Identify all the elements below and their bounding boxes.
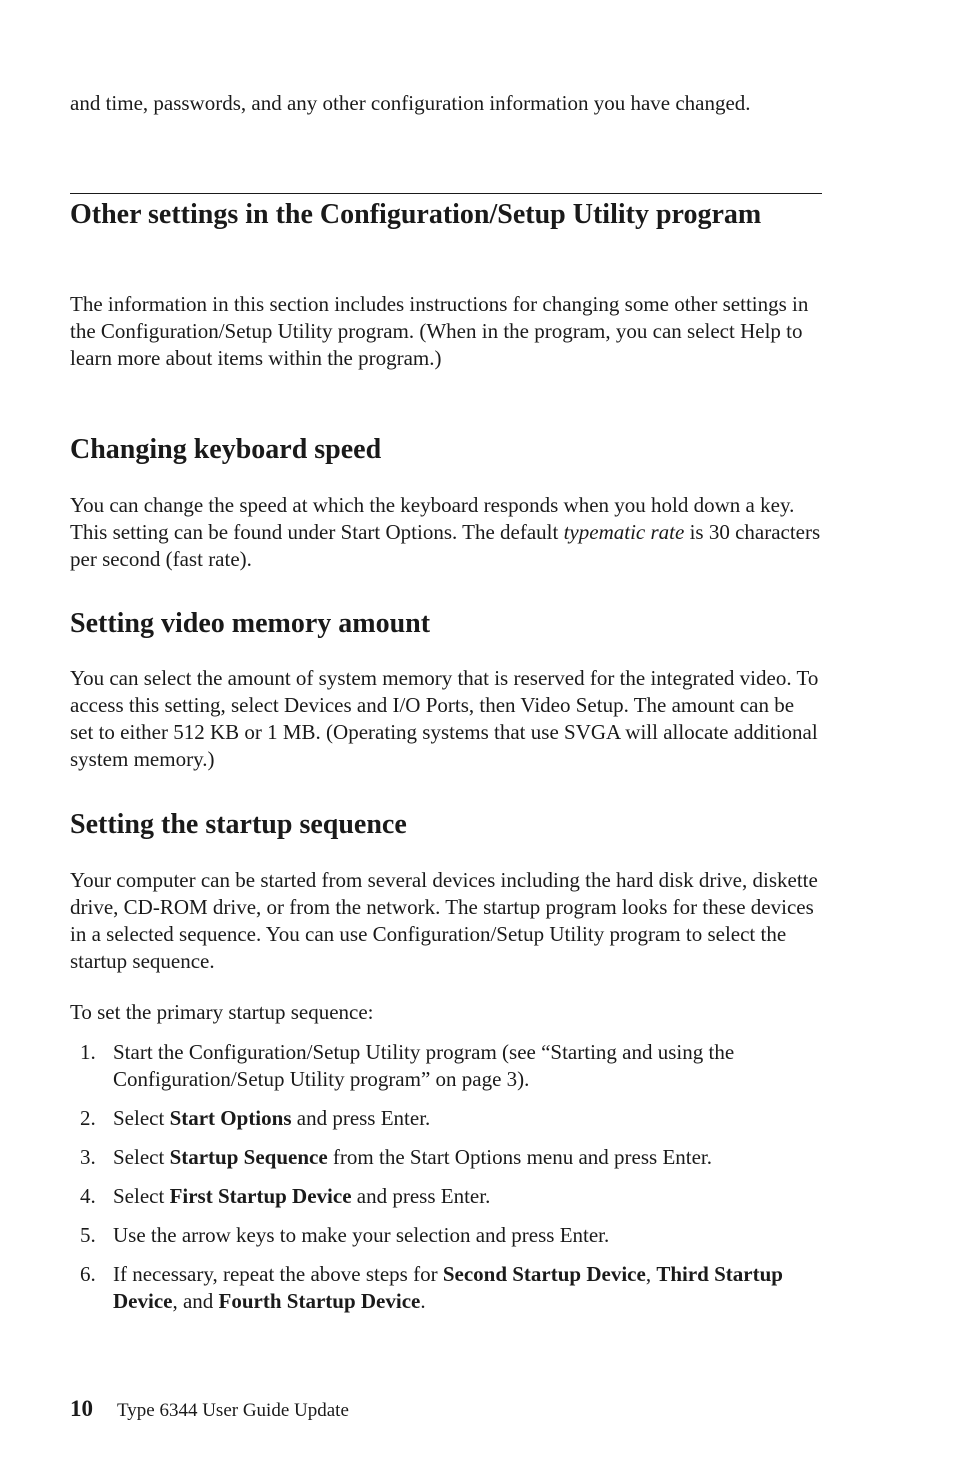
step-text-pre: Select bbox=[113, 1145, 170, 1169]
menu-term: Third Startup Device bbox=[113, 1262, 783, 1313]
keyboard-text-before: You can change the speed at which the keyboard responds when you hold down a key. This setting can be found under Start Options. The default bbox=[70, 493, 795, 544]
section-divider bbox=[70, 193, 822, 194]
document-title: Type 6344 User Guide Update bbox=[117, 1400, 349, 1421]
step-text-pre: If necessary, repeat the above steps for bbox=[113, 1262, 443, 1286]
section-title: Other settings in the Configuration/Setup Utility program bbox=[70, 199, 762, 230]
step-text-post: and press Enter. bbox=[291, 1106, 431, 1130]
step-number: 4. bbox=[80, 1184, 96, 1208]
step-number: 3. bbox=[80, 1145, 96, 1169]
keyboard-speed-heading: Changing keyboard speed bbox=[70, 434, 382, 465]
step-text-post: and press Enter. bbox=[351, 1184, 491, 1208]
step-number: 5. bbox=[80, 1223, 96, 1247]
continued-paragraph: and time, passwords, and any other configuration information you have changed. bbox=[70, 91, 751, 115]
keyboard-text-after: is 30 characters per second (fast rate). bbox=[70, 520, 821, 571]
list-item bbox=[70, 1144, 822, 1171]
menu-term: Startup Sequence bbox=[169, 1145, 328, 1169]
typematic-rate-term: typematic rate bbox=[563, 520, 685, 544]
page-footer bbox=[70, 1396, 349, 1422]
menu-term: Second Startup Device bbox=[442, 1262, 646, 1286]
step-number: 6. bbox=[80, 1262, 96, 1286]
menu-term: Start Options bbox=[169, 1106, 292, 1130]
video-memory-paragraph: You can select the amount of system memory that is reserved for the integrated video. To access this setting, select Devices and I/O Ports, then Video Setup. The amount can be set to either 512 KB or 1 MB. (Operating systems that use SVGA will allocate additional system memory.) bbox=[70, 666, 819, 771]
step-separator: , bbox=[645, 1262, 657, 1286]
step-separator: , and bbox=[172, 1289, 219, 1313]
page-number: 10 bbox=[70, 1396, 93, 1421]
startup-steps-list bbox=[70, 1039, 822, 1327]
list-item bbox=[70, 1183, 822, 1210]
step-text-pre: Select bbox=[113, 1106, 170, 1130]
step-text-pre: Select bbox=[113, 1184, 170, 1208]
list-item bbox=[70, 1261, 822, 1315]
step-text bbox=[113, 1262, 783, 1313]
step-text: Start the Configuration/Setup Utility program (see “Starting and using the Configuration/Setup Utility program” on page 3). bbox=[113, 1040, 735, 1091]
list-item bbox=[70, 1039, 822, 1093]
step-text-post: from the Start Options menu and press Enter. bbox=[327, 1145, 713, 1169]
video-memory-heading: Setting video memory amount bbox=[70, 608, 431, 639]
list-item bbox=[70, 1222, 822, 1249]
step-text bbox=[113, 1145, 712, 1169]
step-number: 1. bbox=[80, 1040, 96, 1064]
menu-term: First Startup Device bbox=[169, 1184, 352, 1208]
step-text: Use the arrow keys to make your selection and press Enter. bbox=[113, 1223, 610, 1247]
startup-sequence-heading: Setting the startup sequence bbox=[70, 809, 407, 840]
startup-lead-text: To set the primary startup sequence: bbox=[70, 1000, 374, 1024]
step-number: 2. bbox=[80, 1106, 96, 1130]
keyboard-speed-paragraph bbox=[70, 492, 822, 573]
menu-term: Fourth Startup Device bbox=[218, 1289, 421, 1313]
startup-sequence-paragraph: Your computer can be started from several devices including the hard disk drive, diskette drive, CD-ROM drive, or from the network. The startup program looks for these devices in a selected sequence. You can use Configuration/Setup Utility program to select the startup sequence. bbox=[70, 868, 818, 973]
step-text bbox=[113, 1106, 430, 1130]
list-item bbox=[70, 1105, 822, 1132]
section-intro-paragraph: The information in this section includes instructions for changing some other settings in the Configuration/Setup Utility program. (When in the program, you can select Help to learn more about items within the program.) bbox=[70, 292, 809, 370]
step-text-post: . bbox=[420, 1289, 426, 1313]
step-text bbox=[113, 1184, 490, 1208]
